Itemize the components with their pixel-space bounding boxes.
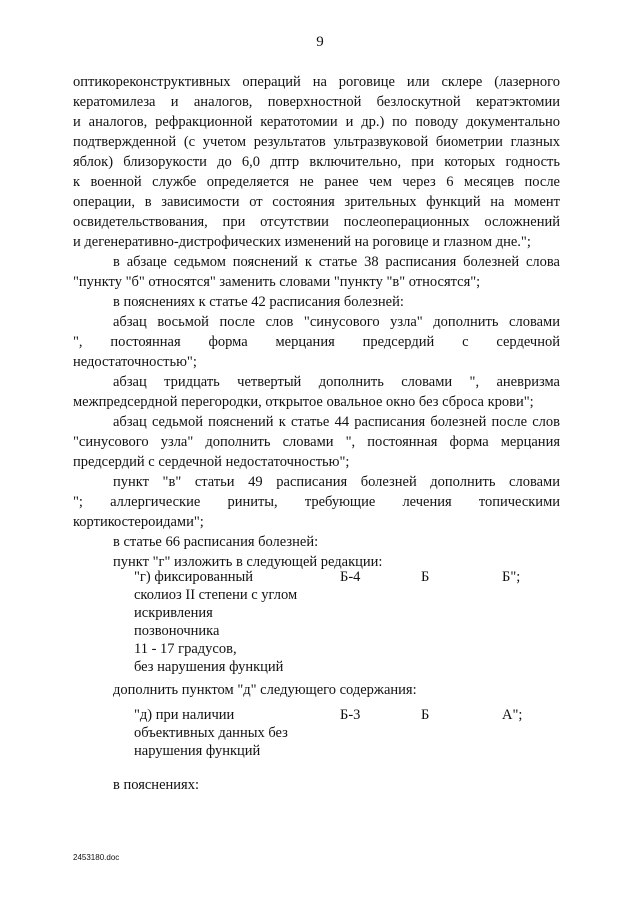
item-d-category-2: Б [421,707,430,723]
item-d-description: "д) при наличии объективных данных без нарушения функций [134,707,288,759]
text-line: к военной службе определяется не ранее чем через 6 месяцев после [73,174,560,190]
item-d-category-3: А"; [502,707,523,723]
footer-filename: 2453180.doc [73,853,120,862]
text-line: и аналогов, рефракционной кератотомии и др.) по поводу документально [73,114,560,130]
text-line: яблок) близорукости до 6,0 дптр включительно, при которых годность [73,154,560,170]
text-line: в пояснениях: [113,777,199,793]
text-line: предсердий с сердечной недостаточностью"; [73,454,350,470]
text-line: подтвержденной (с учетом результатов ультразвуковой биометрии глазных [73,134,560,150]
text-line: в пояснениях к статье 42 расписания болезней: [113,294,404,310]
text-line: кортикостероидами"; [73,514,204,530]
text-line: в абзаце седьмом пояснений к статье 38 расписания болезней слова [113,254,560,270]
text-line: "пункту "б" относятся" заменить словами "пункту "в" относятся"; [73,274,481,290]
text-line: абзац восьмой после слов "синусового узла" дополнить словами [113,314,560,330]
item-g-category-1: Б-4 [340,569,361,585]
item-d-category-1: Б-3 [340,707,361,723]
text-line: абзац седьмой пояснений к статье 44 расписания болезней после слов [113,414,560,430]
text-line: "синусового узла" дополнить словами ", постоянная форма мерцания [73,434,560,450]
text-line: и дегенеративно-дистрофических изменений на роговице и глазном дне."; [73,234,531,250]
text-line: "; аллергические риниты, требующие лечения топическими [73,494,560,510]
text-line: межпредсердной перегородки, открытое овальное окно без сброса крови"; [73,394,534,410]
text-line: абзац тридцать четвертый дополнить словами ", аневризма [113,374,560,390]
text-line: освидетельствования, при отсутствии послеоперационных осложнений [73,214,560,230]
page-number: 9 [316,34,324,50]
text-line: операции, в зависимости от состояния зрительных функций на момент [73,194,560,210]
text-line: оптикореконструктивных операций на роговице или склере (лазерного [73,74,560,90]
text-line: дополнить пунктом "д" следующего содержания: [113,682,417,698]
text-line: недостаточностью"; [73,354,197,370]
text-line: ", постоянная форма мерцания предсердий с сердечной [73,334,560,350]
item-g-category-2: Б [421,569,430,585]
item-g-description: "г) фиксированный сколиоз II степени с углом искривления позвоночника 11 - 17 градусов, без нарушения функций [134,569,298,675]
text-line: пункт "г" изложить в следующей редакции: [113,554,383,570]
item-g-category-3: Б"; [502,569,521,585]
text-line: пункт "в" статьи 49 расписания болезней дополнить словами [113,474,560,490]
text-line: кератомилеза и аналогов, поверхностной безлоскутной кератэктомии [73,94,560,110]
text-line: в статье 66 расписания болезней: [113,534,319,550]
